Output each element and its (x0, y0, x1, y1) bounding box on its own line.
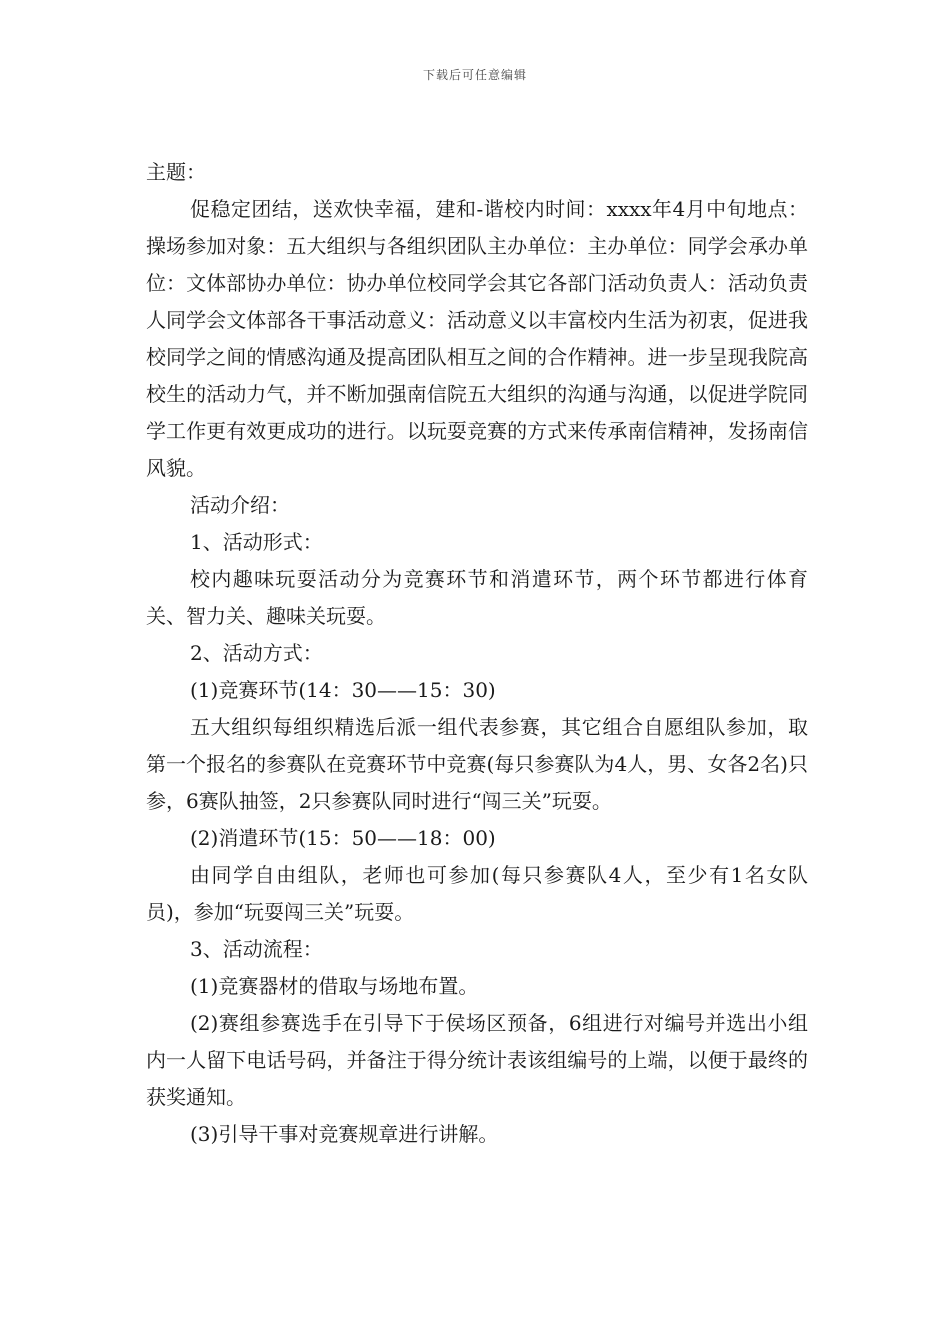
paragraph-process-step-3: (3)引导干事对竞赛规章进行讲解。 (190, 1122, 499, 1146)
paragraph-intro-heading: 活动介绍： (190, 493, 290, 517)
paragraph-process-step-2: (2)赛组参赛选手在引导下于侯场区预备，6组进行对编号并选出小组内一人留下电话号码，并备注于得分统计表该组编号的上端，以便于最终的获奖通知。 (146, 1011, 808, 1109)
document-body (146, 154, 808, 1153)
paragraph-leisure-body: 由同学自由组队，老师也可参加(每只参赛队4人，至少有1名女队员)，参加“玩耍闯三关”玩耍。 (146, 863, 808, 924)
paragraph-leisure-heading: (2)消遣环节(15：50——18：00) (190, 826, 496, 850)
paragraph-overview: 促稳定团结，送欢快幸福，建和-谐校内时间：xxxx年4月中旬地点：操场参加对象：五大组织与各组织团队主办单位：主办单位：同学会承办单位：文体部协办单位：协办单位校同学会其它各部门活动负责人：活动负责人同学会文体部各干事活动意义：活动意义以丰富校内生活为初衷，促进我校同学之间的情感沟通及提高团队相互之间的合作精神。进一步呈现我院高校生的活动力气，并不断加强南信院五大组织的沟通与沟通，以促进学院同学工作更有效更成功的进行。以玩耍竞赛的方式来传承南信精神，发扬南信风貌。 (146, 197, 808, 480)
paragraph-process-step-1: (1)竞赛器材的借取与场地布置。 (190, 974, 479, 998)
paragraph-method-heading: 2、活动方式： (190, 641, 323, 665)
paragraph-theme-label: 主题： (146, 160, 206, 184)
paragraph-process-heading: 3、活动流程： (190, 937, 323, 961)
paragraph-form-body: 校内趣味玩耍活动分为竞赛环节和消遣环节，两个环节都进行体育关、智力关、趣味关玩耍。 (146, 567, 808, 628)
paragraph-competition-body: 五大组织每组织精选后派一组代表参赛，其它组合自愿组队参加，取第一个报名的参赛队在竞赛环节中竞赛(每只参赛队为4人，男、女各2名)只参，6赛队抽签，2只参赛队同时进行“闯三关”玩耍。 (146, 715, 808, 813)
paragraph-form-heading: 1、活动形式： (190, 530, 323, 554)
paragraph-competition-heading: (1)竞赛环节(14：30——15：30) (190, 678, 496, 702)
page-header: 下载后可任意编辑 (422, 68, 527, 82)
